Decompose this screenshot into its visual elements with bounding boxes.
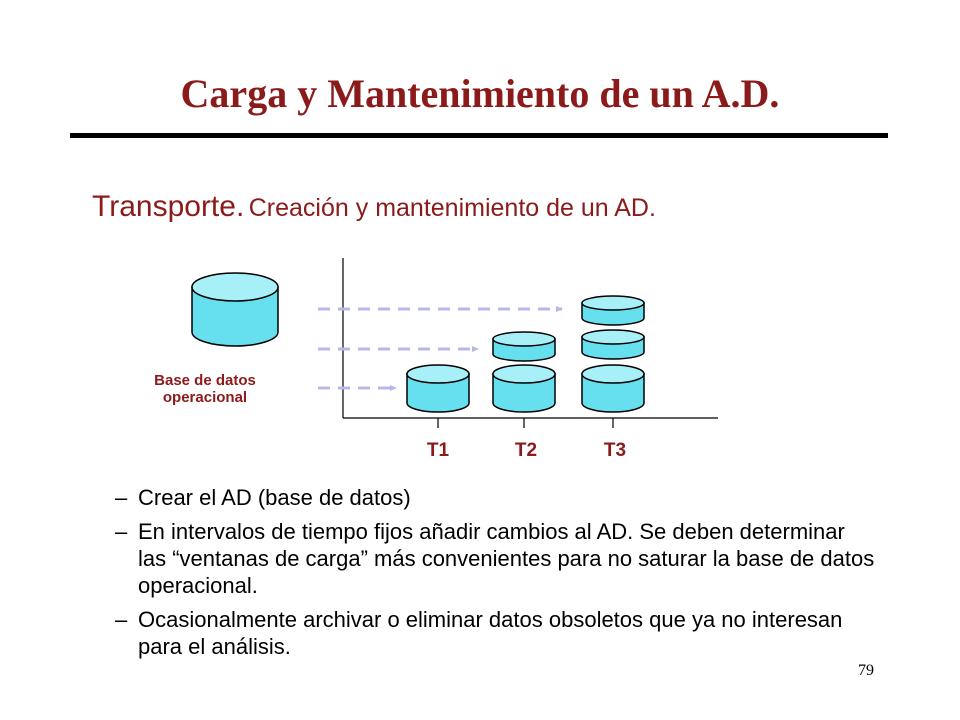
- bullet-text: Crear el AD (base de datos): [138, 485, 411, 510]
- bullet-list: [115, 484, 875, 667]
- source-label-line1: Base de datos: [154, 372, 256, 389]
- operational-database-icon: [192, 273, 278, 346]
- warehouse-t3-increment-1-icon: [582, 330, 644, 359]
- bullet-dash: –: [115, 519, 128, 544]
- time-label-t1: T1: [426, 440, 450, 461]
- warehouse-t2-base-icon: [493, 365, 555, 412]
- bullet-item: [115, 606, 875, 660]
- warehouse-t2-increment-icon: [493, 332, 555, 361]
- warehouse-t3-base-icon: [582, 365, 644, 412]
- slide-title: Carga y Mantenimiento de un A.D.: [180, 71, 780, 116]
- bullet-item: [115, 518, 875, 599]
- bullet-item: [115, 484, 875, 511]
- bullet-dash: –: [115, 607, 128, 632]
- warehouse-t1-base-icon: [407, 365, 469, 412]
- time-label-t2: T2: [514, 440, 538, 461]
- time-label-t3: T3: [603, 440, 627, 461]
- subtitle-main: Transporte.: [92, 190, 245, 223]
- page-number: 79: [858, 662, 874, 679]
- bullet-text: En intervalos de tiempo fijos añadir cambios al AD. Se deben determinar las “ventanas de carga” más convenientes para no saturar la base de datos operacional.: [138, 519, 875, 598]
- warehouse-t3-increment-2-icon: [582, 296, 644, 325]
- bullet-dash: –: [115, 485, 128, 510]
- subtitle-sub: Creación y mantenimiento de un AD.: [248, 194, 656, 222]
- bullet-text: Ocasionalmente archivar o eliminar datos obsoletos que ya no interesan para el análisis.: [138, 607, 843, 659]
- source-label-line2: operacional: [162, 389, 248, 406]
